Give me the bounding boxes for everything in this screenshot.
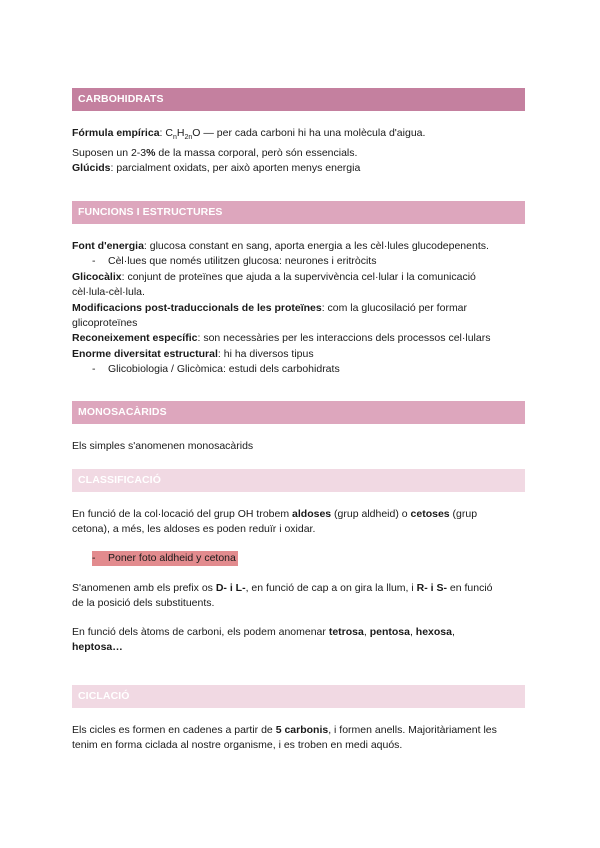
prefix-paragraph: S'anomenen amb els prefix os D- i L-, en funció de cap a on gira la llum, i R- i S- en funció de la posició dels substituents. [72, 582, 493, 610]
classificacio-body: En funció de la col·locació del grup OH trobem aldoses (grup aldheid) o cetoses (grup cetona), a més, les aldoses es poden reduïr i oxidar. [72, 508, 478, 536]
ciclacio-body: Els cicles es formen en cadenes a partir de 5 carbonis, i formen anells. Majoritàriament les tenim en forma ciclada al nostre organisme, i es troben en medi aquós. [72, 724, 497, 752]
todo-highlight: - Poner foto aldheid y cetona [92, 551, 238, 566]
modificacions-line: Modificacions post-traduccionals de les proteïnes: com la glucosilació per formar [72, 301, 468, 314]
atoms-paragraph: En funció dels àtoms de carboni, els podem anomenar tetrosa, pentosa, hexosa, heptosa… [72, 626, 455, 654]
energia-line: Font d'energia: glucosa constant en sang, aporta energia a les cèl·lules glucodepenents. [72, 240, 489, 252]
carbohidrats-body [72, 126, 527, 176]
list-item: - Glicobiologia / Glicòmica: estudi dels carbohidrats [92, 363, 340, 376]
mass-line: Suposen un 2-3% de la massa corporal, però són essencials. [72, 146, 358, 159]
section-heading-monosacarids: MONOSACÀRIDS [72, 401, 525, 424]
formula-label: Fórmula empírica [72, 127, 160, 139]
glucids-label: Glúcids [72, 161, 111, 174]
glicocalix-line: Glicocàlix: conjunt de proteïnes que ajuda a la supervivència cel·lular i la comunicació [72, 270, 476, 283]
formula-line: Fórmula empírica: $C_nH_{2n}O$ — per cada carboni hi ha una molècula d'aigua. [72, 127, 426, 142]
section-heading-classificacio: CLASSIFICACIÓ [72, 469, 525, 492]
monosacarids-body: Els simples s'anomenen monosacàrids [72, 440, 254, 452]
list-item: - Cèl·lues que només utilitzen glucosa: neurones i eritròcits [92, 255, 377, 268]
section-heading-carbohidrats: CARBOHIDRATS [72, 88, 525, 111]
funcions-body: Font d'energia: glucosa constant en sang, aporta energia a les cèl·lules glucodepenents. - Cèl·lues que només utilitzen glucosa: neurones i eritròcits Glicocàlix: conjunt de proteïnes que ajuda a la supervivència cel·lular i la comunicació cèl·lula-cèl·lula. Modificacions post-traduccionals de les proteïnes: com la glucosilació per formar glicoproteïnes Reconeixement específic: son necessàries per les interaccions dels processos cel·lulars Enorme diversitat estructural: hi ha diversos tipus - Glicobiologia / Glicòmica: estudi dels carbohidrats [72, 239, 527, 378]
section-heading-funcions: FUNCIONS I ESTRUCTURES [72, 201, 525, 224]
reconeixement-line: Reconeixement específic: son necessàries per les interaccions dels processos cel·lulars [72, 332, 491, 345]
diversitat-line: Enorme diversitat estructural: hi ha diversos tipus [72, 347, 314, 360]
glucids-line: Glúcids: parcialment oxidats, per això aporten menys energia [72, 161, 361, 174]
section-heading-ciclacio: CICLACIÓ [72, 685, 525, 708]
